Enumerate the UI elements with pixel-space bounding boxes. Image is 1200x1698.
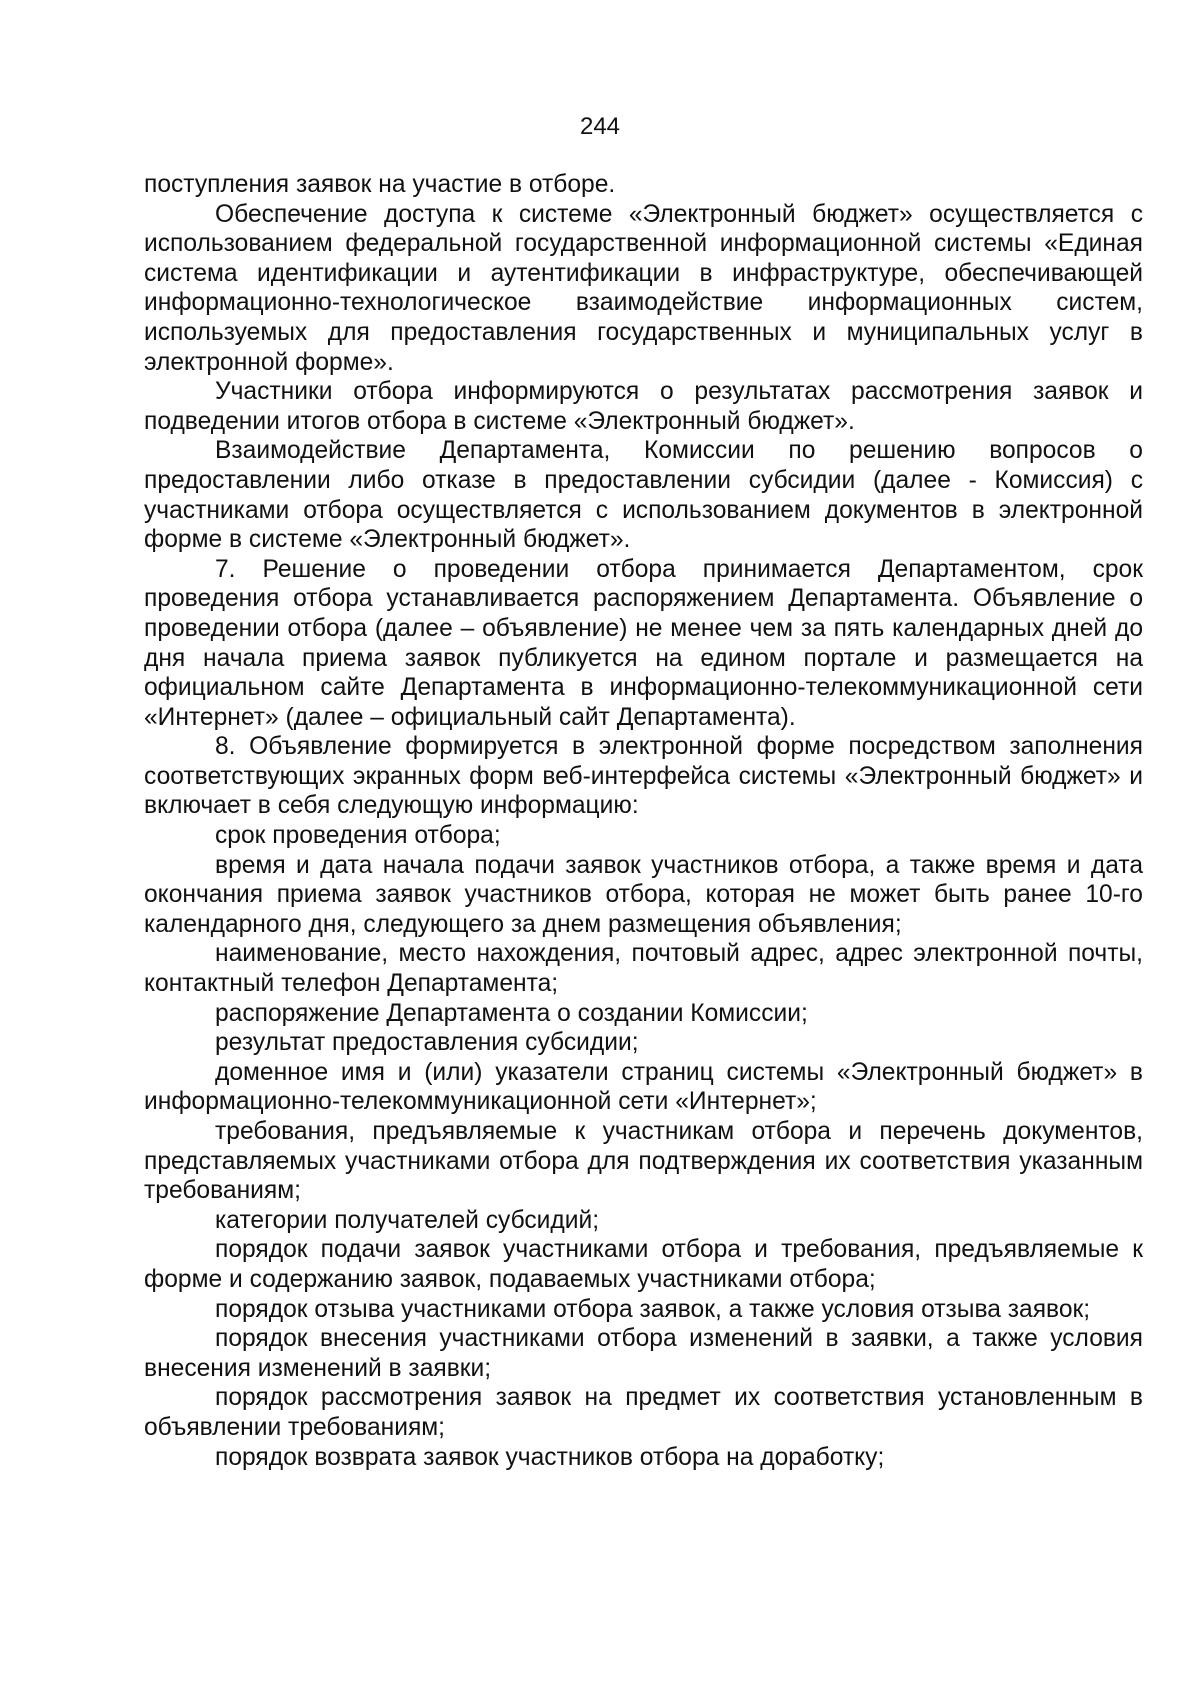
- list-item: распоряжение Департамента о создании Комиссии;: [215, 999, 808, 1027]
- paragraph-clause-8: 8. Объявление формируется в электронной форме посредством заполнения соответствующих экранных форм веб-интерфейса системы «Электронный бюджет» и включает в себя следующую информацию:: [144, 733, 1143, 820]
- list-item: наименование, место нахождения, почтовый адрес, адрес электронной почты, контактный телефон Департамента;: [144, 940, 1143, 998]
- list-item: срок проведения отбора;: [215, 822, 501, 850]
- list-item: требования, предъявляемые к участникам отбора и перечень документов, представляемых участниками отбора для подтверждения их соответствия указанным требованиям;: [144, 1118, 1143, 1205]
- list-item: порядок отзыва участниками отбора заявок, а также условия отзыва заявок;: [215, 1295, 1091, 1323]
- list-item: порядок внесения участниками отбора изменений в заявки, а также условия внесения изменений в заявки;: [144, 1325, 1143, 1382]
- paragraph-participants-informed: Участники отбора информируются о результатах рассмотрения заявок и подведении итогов отбора в системе «Электронный бюджет».: [144, 378, 1143, 435]
- page-number: 244: [579, 113, 621, 140]
- paragraph-clause-7: 7. Решение о проведении отбора принимается Департаментом, срок проведения отбора устанавливается распоряжением Департамента. Объявление о проведении отбора (далее – объявление) не менее чем за пять календарных дней до дня начала приема заявок публикуется на едином портале и размещается на официальном сайте Департамента в информационно-телекоммуникационной сети «Интернет» (далее – официальный сайт Департамента).: [144, 555, 1143, 731]
- list-item: доменное имя и (или) указатели страниц системы «Электронный бюджет» в информационно-телекоммуникационной сети «Интернет»;: [144, 1058, 1143, 1116]
- list-item: порядок подачи заявок участниками отбора и требования, предъявляемые к форме и содержанию заявок, подаваемых участниками отбора;: [144, 1236, 1143, 1293]
- list-item: порядок рассмотрения заявок на предмет их соответствия установленным в объявлении требованиям;: [144, 1384, 1143, 1441]
- list-item: время и дата начала подачи заявок участников отбора, а также время и дата окончания приема заявок участников отбора, которая не может быть ранее 10-го календарного дня, следующего за днем размещения объявления;: [144, 851, 1143, 938]
- document-body: [144, 170, 1143, 1472]
- paragraph-continuation: поступления заявок на участие в отборе.: [144, 171, 616, 198]
- paragraph-electronic-budget-access: Обеспечение доступа к системе «Электронный бюджет» осуществляется с использованием федеральной государственной информационной системы «Единая система идентификации и аутентификации в инфраструктуре, обеспечивающей информационно-технологическое взаимодействие информационных систем, используемых для предоставления государственных и муниципальных услуг в электронной форме».: [144, 200, 1143, 376]
- list-item: результат предоставления субсидии;: [215, 1029, 639, 1057]
- list-item: категории получателей субсидий;: [215, 1206, 600, 1234]
- list-item: порядок возврата заявок участников отбора на доработку;: [215, 1443, 885, 1471]
- paragraph-interaction: Взаимодействие Департамента, Комиссии по решению вопросов о предоставлении либо отказе в предоставлении субсидии (далее - Комиссия) с участниками отбора осуществляется с использованием документов в электронной форме в системе «Электронный бюджет».: [144, 437, 1143, 554]
